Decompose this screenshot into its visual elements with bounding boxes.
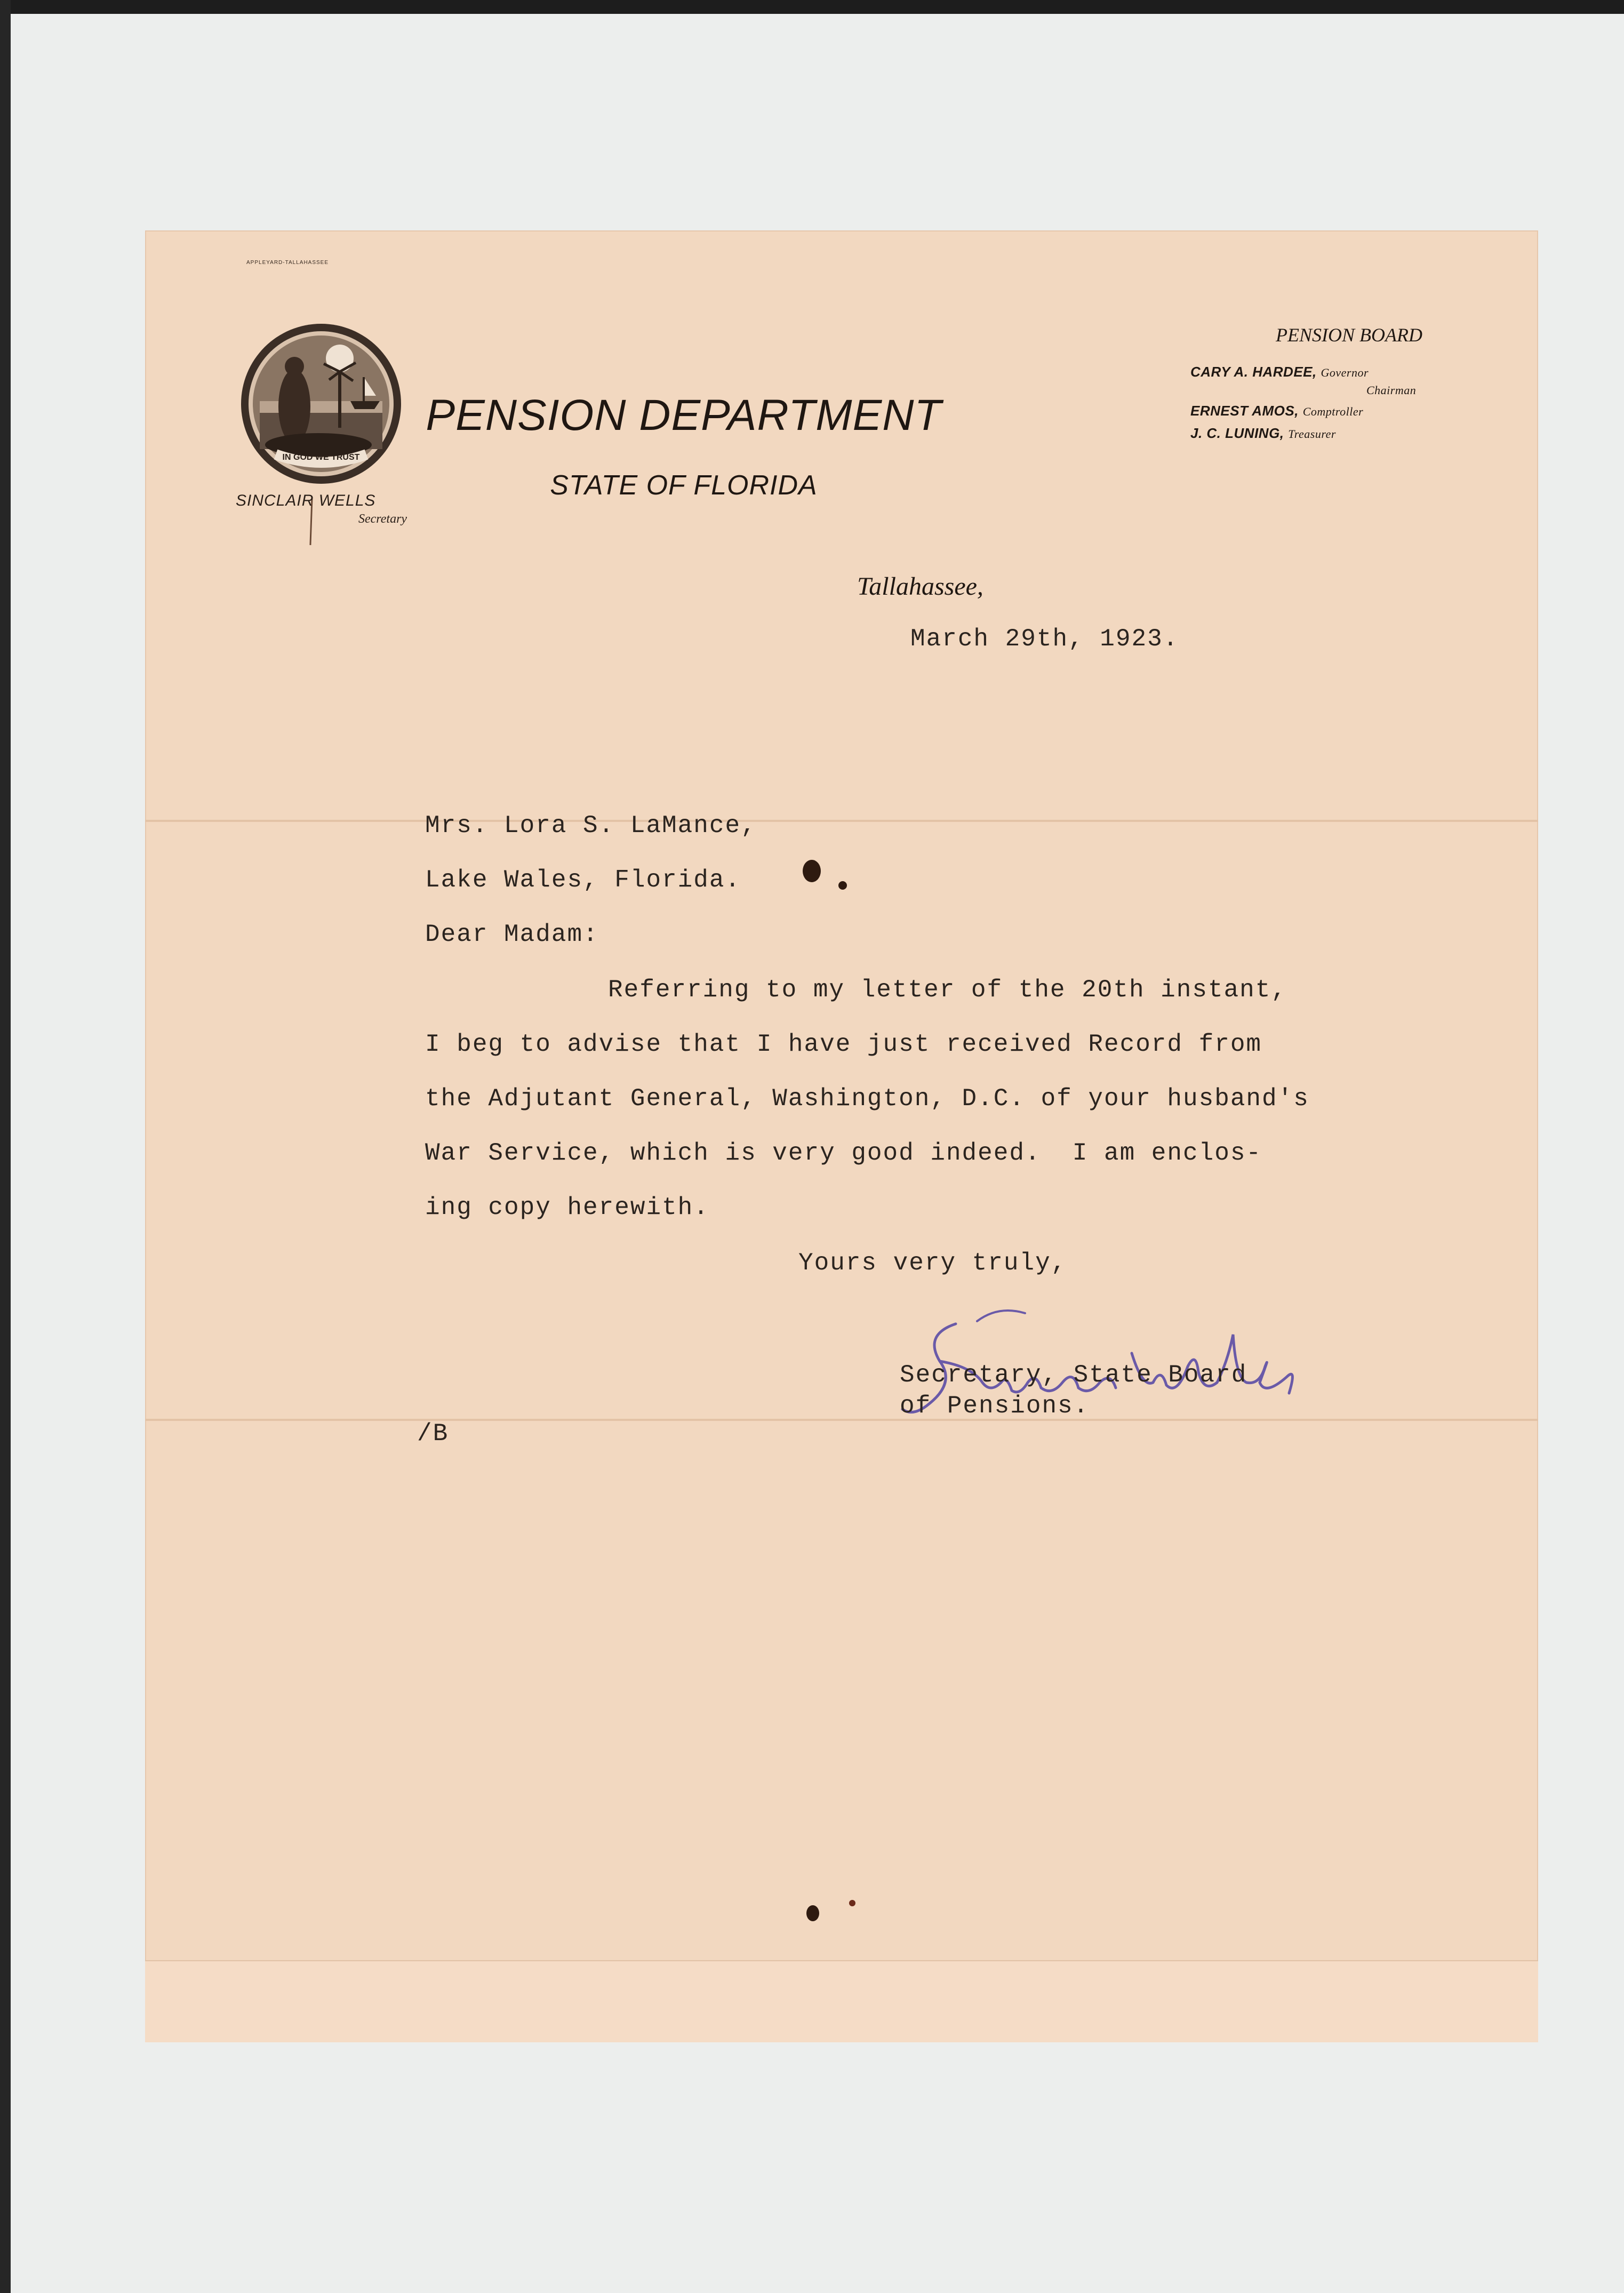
printer-mark: APPLEYARD-TALLAHASSEE	[246, 260, 329, 266]
department-title: PENSION DEPARTMENT	[426, 391, 942, 440]
body-line: the Adjutant General, Washington, D.C. of your husband's	[425, 1085, 1309, 1113]
board-member	[1190, 403, 1363, 419]
board-member-name: ERNEST AMOS,	[1190, 403, 1299, 419]
letter-page	[145, 230, 1538, 2041]
secretary-title: Secretary	[358, 512, 407, 526]
salutation: Dear Madam:	[425, 921, 599, 948]
signer-title: Secretary, State Board	[900, 1361, 1247, 1389]
recipient-name: Mrs. Lora S. LaMance,	[425, 812, 757, 840]
pension-board-title: PENSION BOARD	[1276, 324, 1422, 346]
board-member	[1190, 425, 1336, 442]
fold-line	[145, 1419, 1538, 1421]
ink-spot	[806, 1905, 819, 1921]
ink-spot	[849, 1900, 855, 1906]
recipient-address: Lake Wales, Florida.	[425, 866, 741, 894]
letter-place: Tallahassee,	[857, 572, 983, 601]
body-line: I beg to advise that I have just received Record from	[425, 1030, 1262, 1058]
board-member-name: CARY A. HARDEE,	[1190, 364, 1317, 380]
fold-line	[145, 820, 1538, 822]
board-member-role: Governor	[1321, 366, 1369, 379]
board-member-role-line	[1366, 381, 1416, 398]
board-member-role: Chairman	[1366, 384, 1417, 397]
seal-motto: IN GOD WE TRUST	[282, 453, 360, 462]
body-line: War Service, which is very good indeed. I am enclos-	[425, 1139, 1262, 1167]
body-line: ing copy herewith.	[425, 1194, 709, 1221]
board-member-role: Treasurer	[1288, 427, 1336, 441]
board-member-name: J. C. LUNING,	[1190, 425, 1284, 441]
letter-date: March 29th, 1923.	[910, 625, 1179, 653]
ink-spot	[803, 860, 821, 882]
signer-title: of Pensions.	[900, 1392, 1090, 1420]
scanner-frame-top	[0, 0, 1624, 14]
board-member	[1190, 364, 1369, 380]
closing: Yours very truly,	[798, 1249, 1067, 1277]
florida-state-seal	[238, 321, 404, 486]
bottom-fold-strip	[145, 1960, 1538, 2042]
board-member-role: Comptroller	[1302, 405, 1364, 418]
scanner-frame-left	[0, 0, 11, 2293]
ink-spot	[838, 881, 847, 890]
typist-initials: /B	[417, 1420, 449, 1448]
body-line: Referring to my letter of the 20th instant,	[608, 976, 1287, 1004]
department-state: STATE OF FLORIDA	[550, 470, 818, 501]
secretary-name: SINCLAIR WELLS	[236, 492, 376, 509]
